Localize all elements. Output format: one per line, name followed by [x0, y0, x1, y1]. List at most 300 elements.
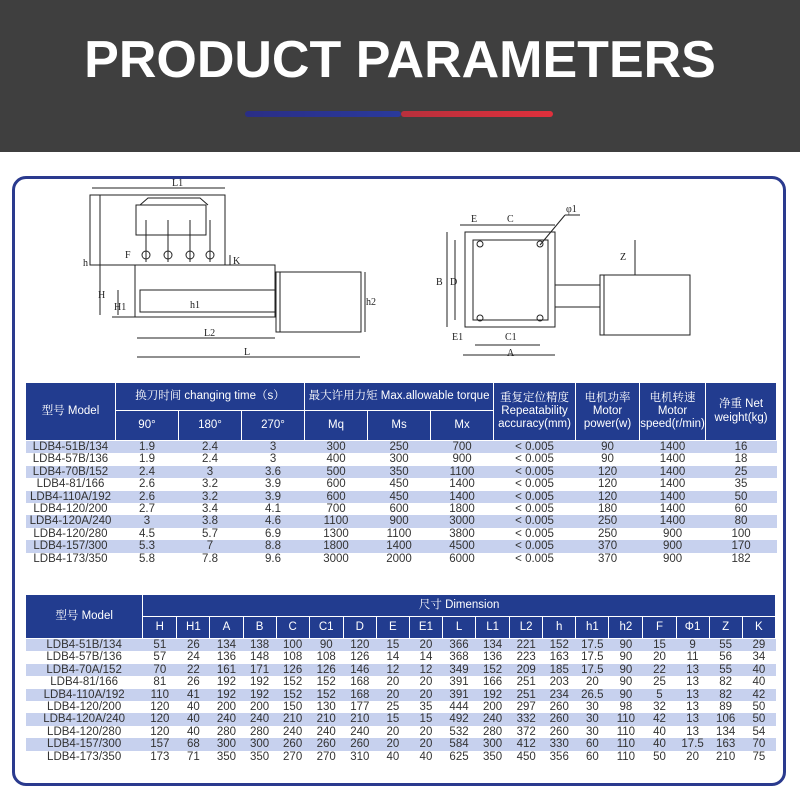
value-cell: 6000	[431, 553, 494, 565]
dimension-col-header: L2	[510, 617, 543, 639]
value-cell: 50	[742, 713, 775, 725]
value-cell: 1800	[431, 503, 494, 515]
value-cell: 18	[706, 453, 777, 465]
value-cell: 168	[343, 689, 376, 701]
dimension-col-header: C	[276, 617, 309, 639]
value-cell: 300	[210, 738, 243, 750]
value-cell: 171	[243, 664, 276, 676]
value-cell: 90	[576, 441, 640, 454]
value-cell: 15	[376, 639, 409, 652]
dimension-col-header: h1	[576, 617, 609, 639]
value-cell: < 0.005	[494, 466, 576, 478]
value-cell: 161	[210, 664, 243, 676]
value-cell: 138	[243, 639, 276, 652]
value-cell: 192	[210, 689, 243, 701]
repeatability-header: 重复定位精度 Repeatability accuracy(mm)	[494, 383, 576, 441]
label-Z: Z	[620, 252, 627, 263]
value-cell: 300	[243, 738, 276, 750]
value-cell: 15	[376, 713, 409, 725]
value-cell: 146	[343, 664, 376, 676]
value-cell: 2.6	[116, 491, 179, 503]
value-cell: 110	[609, 738, 643, 750]
table-row	[26, 540, 777, 552]
value-cell: 136	[210, 651, 243, 663]
value-cell: 134	[476, 639, 510, 652]
table-row	[26, 738, 776, 750]
value-cell: 1.9	[116, 453, 179, 465]
value-cell: 280	[210, 726, 243, 738]
value-cell: 584	[442, 738, 475, 750]
value-cell: 157	[143, 738, 177, 750]
value-cell: 20	[576, 676, 609, 688]
value-cell: 22	[177, 664, 210, 676]
value-cell: 20	[676, 751, 709, 763]
value-cell: 82	[709, 689, 742, 701]
dimension-col-header: F	[643, 617, 676, 639]
value-cell: 2.4	[179, 441, 242, 454]
value-cell: 4500	[431, 540, 494, 552]
table-row	[26, 466, 777, 478]
value-cell: 700	[305, 503, 368, 515]
value-cell: 250	[576, 528, 640, 540]
value-cell: 32	[643, 701, 676, 713]
model-cell: LDB4-110A/192	[26, 491, 116, 503]
value-cell: 152	[276, 676, 309, 688]
value-cell: 9.6	[242, 553, 305, 565]
value-cell: 20	[376, 726, 409, 738]
model-cell: LDB4-81/166	[26, 478, 116, 490]
label-H1: H1	[114, 302, 127, 313]
value-cell: 625	[442, 751, 475, 763]
value-cell: 1400	[431, 478, 494, 490]
value-cell: 130	[309, 701, 343, 713]
dimension-col-header: E	[376, 617, 409, 639]
value-cell: 60	[576, 738, 609, 750]
value-cell: 54	[742, 726, 775, 738]
value-cell: 25	[643, 676, 676, 688]
value-cell: 17.5	[576, 639, 609, 652]
value-cell: 12	[409, 664, 442, 676]
value-cell: 20	[376, 689, 409, 701]
label-A: A	[507, 348, 515, 359]
value-cell: 20	[643, 651, 676, 663]
table-row	[26, 553, 777, 565]
dimension-col-header: C1	[309, 617, 343, 639]
model-cell: LDB4-120/280	[26, 726, 143, 738]
value-cell: 42	[742, 689, 775, 701]
label-H: H	[98, 290, 106, 301]
value-cell: 50	[643, 751, 676, 763]
model-cell: LDB4-120/200	[26, 503, 116, 515]
value-cell: 148	[243, 651, 276, 663]
value-cell: 700	[431, 441, 494, 454]
value-cell: 3.2	[179, 491, 242, 503]
value-cell: 350	[476, 751, 510, 763]
value-cell: 260	[543, 701, 576, 713]
value-cell: 3.6	[242, 466, 305, 478]
value-cell: 5.3	[116, 540, 179, 552]
value-cell: 13	[676, 676, 709, 688]
value-cell: 13	[676, 726, 709, 738]
value-cell: 89	[709, 701, 742, 713]
value-cell: 14	[409, 651, 442, 663]
value-cell: 192	[243, 676, 276, 688]
value-cell: 41	[177, 689, 210, 701]
angle-180-header: 180°	[179, 411, 242, 441]
label-F: F	[125, 250, 131, 261]
value-cell: 210	[276, 713, 309, 725]
dimension-col-header: h	[543, 617, 576, 639]
value-cell: 372	[510, 726, 543, 738]
motor-speed-header: 电机转速 Motor speed(r/min)	[640, 383, 706, 441]
value-cell: 260	[309, 738, 343, 750]
value-cell: 203	[543, 676, 576, 688]
value-cell: 20	[409, 689, 442, 701]
value-cell: 30	[576, 701, 609, 713]
value-cell: 600	[305, 491, 368, 503]
model-cell: LDB4-120A/240	[26, 515, 116, 527]
dimension-col-header: H1	[177, 617, 210, 639]
value-cell: 126	[276, 664, 309, 676]
value-cell: 13	[676, 664, 709, 676]
value-cell: 3.9	[242, 491, 305, 503]
value-cell: 600	[305, 478, 368, 490]
table-row	[26, 689, 776, 701]
dimension-col-header: L	[442, 617, 475, 639]
value-cell: 221	[510, 639, 543, 652]
label-L1: L1	[172, 178, 184, 189]
value-cell: 13	[676, 701, 709, 713]
value-cell: 40	[643, 738, 676, 750]
value-cell: 40	[376, 751, 409, 763]
value-cell: 350	[368, 466, 431, 478]
value-cell: 2.7	[116, 503, 179, 515]
value-cell: 106	[709, 713, 742, 725]
value-cell: 210	[709, 751, 742, 763]
value-cell: 20	[409, 676, 442, 688]
value-cell: 412	[510, 738, 543, 750]
model-cell: LDB4-157/300	[26, 738, 143, 750]
table-row	[26, 701, 776, 713]
value-cell: 40	[742, 676, 775, 688]
dimension-col-header: D	[343, 617, 376, 639]
model-cell: LDB4-120A/240	[26, 713, 143, 725]
value-cell: 1400	[640, 503, 706, 515]
value-cell: 40	[409, 751, 442, 763]
value-cell: 90	[609, 676, 643, 688]
value-cell: 300	[476, 738, 510, 750]
dimension-header: 尺寸 Dimension	[143, 595, 776, 617]
value-cell: 68	[177, 738, 210, 750]
dimension-col-header: K	[742, 617, 775, 639]
value-cell: 450	[368, 478, 431, 490]
value-cell: 240	[343, 726, 376, 738]
table-row	[26, 751, 776, 763]
value-cell: 126	[309, 664, 343, 676]
value-cell: 7	[179, 540, 242, 552]
model-header: 型号 Model	[26, 383, 116, 441]
value-cell: 240	[210, 713, 243, 725]
value-cell: 34	[742, 651, 775, 663]
value-cell: 35	[409, 701, 442, 713]
value-cell: 2000	[368, 553, 431, 565]
value-cell: 15	[643, 639, 676, 652]
value-cell: 136	[476, 651, 510, 663]
value-cell: 3000	[431, 515, 494, 527]
model-cell: LDB4-157/300	[26, 540, 116, 552]
value-cell: 29	[742, 639, 775, 652]
dimension-col-header: Φ1	[676, 617, 709, 639]
value-cell: 9	[676, 639, 709, 652]
table-row	[26, 453, 777, 465]
table-row	[26, 478, 777, 490]
model-cell: LDB4-57B/136	[26, 651, 143, 663]
value-cell: 50	[742, 701, 775, 713]
value-cell: 108	[276, 651, 309, 663]
value-cell: 134	[210, 639, 243, 652]
max-torque-header: 最大许用力矩 Max.allowable torque	[305, 383, 494, 411]
value-cell: 210	[309, 713, 343, 725]
value-cell: 1400	[640, 441, 706, 454]
model-cell: LDB4-173/350	[26, 751, 143, 763]
dimension-col-header: H	[143, 617, 177, 639]
value-cell: 7.8	[179, 553, 242, 565]
value-cell: 532	[442, 726, 475, 738]
value-cell: 1100	[431, 466, 494, 478]
value-cell: 210	[343, 713, 376, 725]
value-cell: 250	[576, 515, 640, 527]
value-cell: 1800	[305, 540, 368, 552]
table-row	[26, 528, 777, 540]
model-cell: LDB4-51B/134	[26, 441, 116, 454]
label-C: C	[507, 214, 514, 225]
value-cell: 492	[442, 713, 475, 725]
value-cell: < 0.005	[494, 515, 576, 527]
value-cell: 366	[442, 639, 475, 652]
value-cell: 40	[177, 713, 210, 725]
mq-header: Mq	[305, 411, 368, 441]
value-cell: < 0.005	[494, 553, 576, 565]
value-cell: 391	[442, 676, 475, 688]
value-cell: 40	[177, 726, 210, 738]
value-cell: 8.8	[242, 540, 305, 552]
value-cell: 350	[243, 751, 276, 763]
value-cell: 55	[709, 664, 742, 676]
value-cell: 90	[576, 453, 640, 465]
value-cell: 192	[210, 676, 243, 688]
value-cell: 152	[309, 676, 343, 688]
value-cell: 1400	[368, 540, 431, 552]
label-h: h	[83, 258, 88, 269]
label-K: K	[233, 256, 241, 267]
value-cell: 1400	[640, 453, 706, 465]
model-cell: LDB4-51B/134	[26, 639, 143, 652]
value-cell: 13	[676, 713, 709, 725]
value-cell: 6.9	[242, 528, 305, 540]
value-cell: 450	[510, 751, 543, 763]
mx-header: Mx	[431, 411, 494, 441]
value-cell: 17.5	[676, 738, 709, 750]
value-cell: 20	[409, 639, 442, 652]
value-cell: 120	[343, 639, 376, 652]
model-cell: LDB4-70B/152	[26, 466, 116, 478]
value-cell: 5.7	[179, 528, 242, 540]
value-cell: 90	[609, 664, 643, 676]
value-cell: 70	[143, 664, 177, 676]
value-cell: 240	[309, 726, 343, 738]
label-D: D	[450, 277, 458, 288]
value-cell: 126	[343, 651, 376, 663]
value-cell: 22	[643, 664, 676, 676]
value-cell: 182	[706, 553, 777, 565]
dimension-col-header: h2	[609, 617, 643, 639]
value-cell: 1400	[640, 478, 706, 490]
value-cell: 200	[243, 701, 276, 713]
value-cell: 330	[543, 738, 576, 750]
value-cell: 15	[409, 713, 442, 725]
table-row	[26, 664, 776, 676]
value-cell: 110	[609, 726, 643, 738]
label-L2: L2	[204, 328, 216, 339]
value-cell: 192	[243, 689, 276, 701]
value-cell: 26	[177, 676, 210, 688]
value-cell: 25	[706, 466, 777, 478]
label-E1: E1	[452, 332, 464, 343]
value-cell: 163	[543, 651, 576, 663]
value-cell: 120	[576, 466, 640, 478]
value-cell: 90	[609, 651, 643, 663]
value-cell: 3800	[431, 528, 494, 540]
value-cell: 168	[343, 676, 376, 688]
value-cell: 110	[609, 713, 643, 725]
value-cell: 150	[276, 701, 309, 713]
value-cell: 90	[309, 639, 343, 652]
value-cell: 120	[143, 726, 177, 738]
motor-power-header: 电机功率 Motor power(w)	[576, 383, 640, 441]
value-cell: 310	[343, 751, 376, 763]
table-row	[26, 713, 776, 725]
value-cell: 173	[143, 751, 177, 763]
value-cell: 251	[510, 689, 543, 701]
value-cell: 444	[442, 701, 475, 713]
value-cell: 177	[343, 701, 376, 713]
value-cell: 3000	[305, 553, 368, 565]
value-cell: 110	[609, 751, 643, 763]
value-cell: 300	[305, 441, 368, 454]
value-cell: 251	[510, 676, 543, 688]
value-cell: 250	[368, 441, 431, 454]
value-cell: 260	[343, 738, 376, 750]
value-cell: 40	[742, 664, 775, 676]
value-cell: 500	[305, 466, 368, 478]
value-cell: 51	[143, 639, 177, 652]
value-cell: 1300	[305, 528, 368, 540]
model-cell: LDB4-70A/152	[26, 664, 143, 676]
value-cell: 75	[742, 751, 775, 763]
value-cell: 240	[276, 726, 309, 738]
value-cell: 100	[706, 528, 777, 540]
value-cell: 240	[476, 713, 510, 725]
table-row	[26, 726, 776, 738]
value-cell: < 0.005	[494, 540, 576, 552]
value-cell: 30	[576, 713, 609, 725]
value-cell: 55	[709, 639, 742, 652]
value-cell: 152	[309, 689, 343, 701]
value-cell: 108	[309, 651, 343, 663]
dimension-col-header: Z	[709, 617, 742, 639]
value-cell: 20	[376, 738, 409, 750]
value-cell: 100	[276, 639, 309, 652]
value-cell: 90	[609, 689, 643, 701]
model-cell: LDB4-173/350	[26, 553, 116, 565]
value-cell: 270	[309, 751, 343, 763]
model-cell: LDB4-120/280	[26, 528, 116, 540]
value-cell: 163	[709, 738, 742, 750]
value-cell: 24	[177, 651, 210, 663]
value-cell: 270	[276, 751, 309, 763]
value-cell: 35	[706, 478, 777, 490]
value-cell: 400	[305, 453, 368, 465]
value-cell: 4.5	[116, 528, 179, 540]
value-cell: 300	[368, 453, 431, 465]
table-row	[26, 651, 776, 663]
value-cell: 20	[409, 726, 442, 738]
changing-time-header: 换刀时间 changing time（s）	[116, 383, 305, 411]
value-cell: 900	[640, 528, 706, 540]
value-cell: 1400	[640, 491, 706, 503]
value-cell: 370	[576, 540, 640, 552]
value-cell: 368	[442, 651, 475, 663]
model-cell: LDB4-81/166	[26, 676, 143, 688]
value-cell: 260	[276, 738, 309, 750]
value-cell: 1100	[305, 515, 368, 527]
value-cell: 280	[476, 726, 510, 738]
table-row	[26, 515, 777, 527]
value-cell: 2.4	[116, 466, 179, 478]
dimension-col-header: B	[243, 617, 276, 639]
value-cell: 260	[543, 713, 576, 725]
value-cell: 2.4	[179, 453, 242, 465]
value-cell: 900	[368, 515, 431, 527]
value-cell: 4.6	[242, 515, 305, 527]
value-cell: 26	[177, 639, 210, 652]
value-cell: 20	[376, 676, 409, 688]
value-cell: 12	[376, 664, 409, 676]
value-cell: 180	[576, 503, 640, 515]
value-cell: 3	[242, 453, 305, 465]
label-C1: C1	[505, 332, 517, 343]
value-cell: 120	[143, 701, 177, 713]
table-row	[26, 676, 776, 688]
value-cell: 152	[543, 639, 576, 652]
table-row	[26, 491, 777, 503]
value-cell: 350	[210, 751, 243, 763]
value-cell: 1400	[640, 466, 706, 478]
label-h1: h1	[190, 300, 200, 311]
value-cell: 3.9	[242, 478, 305, 490]
value-cell: 134	[709, 726, 742, 738]
value-cell: 110	[143, 689, 177, 701]
dimension-col-header: E1	[409, 617, 442, 639]
value-cell: 200	[476, 701, 510, 713]
value-cell: 25	[376, 701, 409, 713]
side-view-drawing	[90, 188, 365, 357]
value-cell: < 0.005	[494, 528, 576, 540]
value-cell: 234	[543, 689, 576, 701]
top-view-drawing	[447, 215, 690, 355]
value-cell: 50	[706, 491, 777, 503]
value-cell: 3	[242, 441, 305, 454]
